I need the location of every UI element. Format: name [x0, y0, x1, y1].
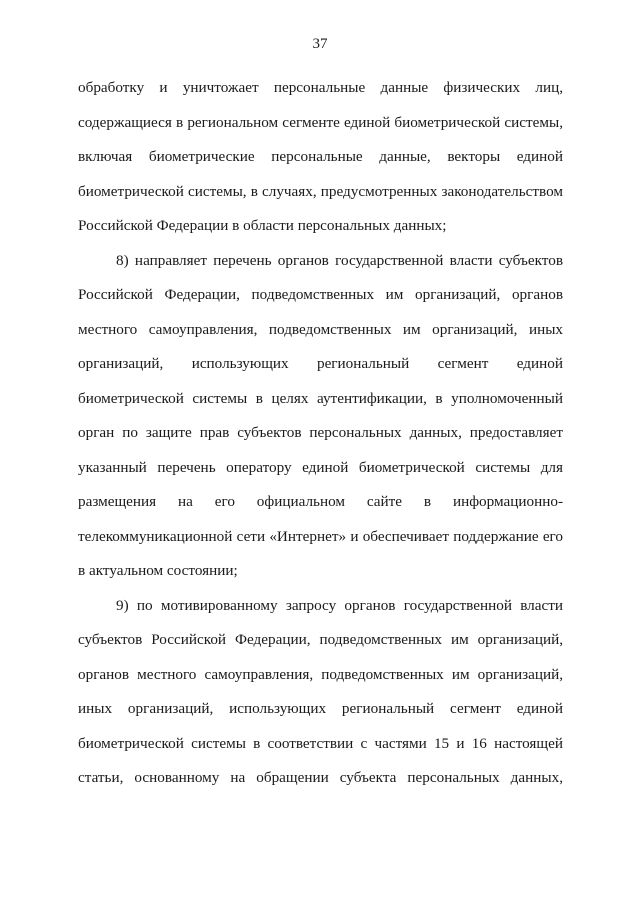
- page-number: 37: [312, 36, 328, 52]
- document-body: [78, 71, 563, 796]
- paragraph-item-9: 9) по мотивированному запросу органов государственной власти субъектов Российской Федерации, подведомственных им организаций, органов местного самоуправления, подведомственных им организаций, иных организаций, использующих региональный сегмент единой биометрической системы в соответствии с частями 15 и 16 настоящей статьи, основанному на обращении субъекта персональных данных,: [78, 596, 563, 786]
- paragraph-continued: обработку и уничтожает персональные данные физических лиц, содержащиеся в региональном сегменте единой биометрической системы, включая биометрические персональные данные, векторы единой биометрической системы, в случаях, предусмотренных законодательством Российской Федерации в области персональных данных;: [78, 79, 563, 234]
- paragraph-item-8: 8) направляет перечень органов государственной власти субъектов Российской Федерации, подведомственных им организаций, органов местного самоуправления, подведомственных им организаций, иных организаций, использующих региональный сегмент единой биометрической системы в целях аутентификации, в уполномоченный орган по защите прав субъектов персональных данных, предоставляет указанный перечень оператору единой биометрической системы для размещения на его официальном сайте в информационно-телекоммуникационной сети «Интернет» и обеспечивает поддержание его в актуальном состоянии;: [78, 251, 563, 579]
